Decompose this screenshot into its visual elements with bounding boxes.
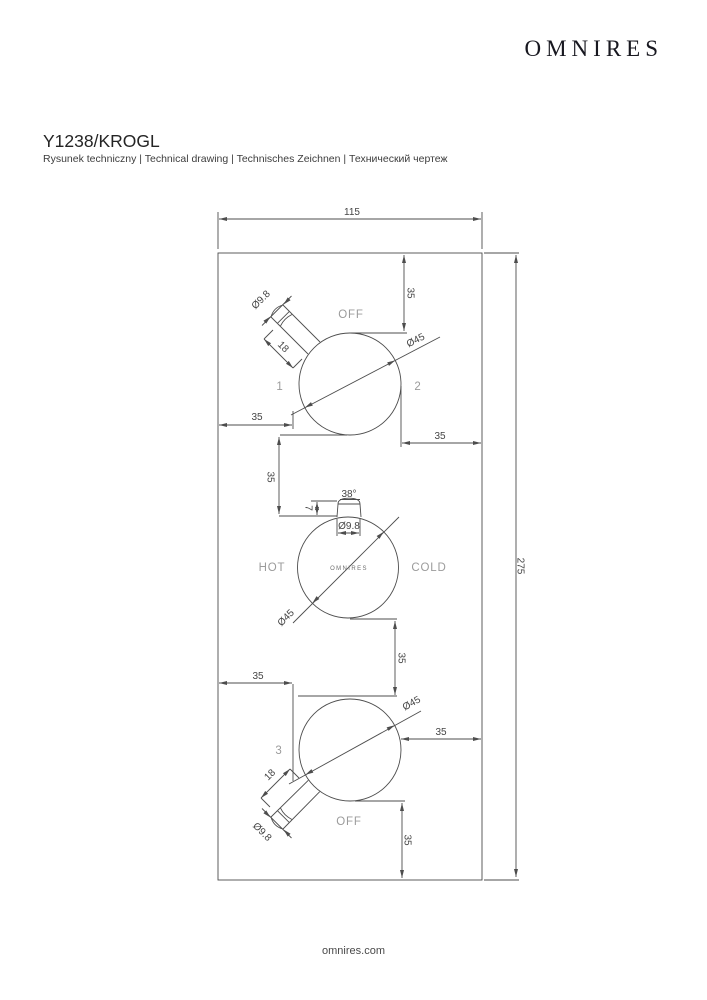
knob3-left-offset-label: 35	[252, 671, 264, 682]
knob3-lever-dia-label: Ø9.8	[250, 820, 274, 844]
dim-knob3-bottom-offset	[355, 801, 413, 878]
dim-115-label: 115	[344, 207, 360, 218]
knob1-left-offset-label: 35	[251, 412, 263, 423]
knob1-lever-len-label: 18	[274, 339, 291, 356]
knob1-top-offset-dim	[351, 255, 416, 333]
knob1-pos1-label: 1	[276, 381, 284, 393]
dim-overall-width	[218, 207, 482, 249]
knob2-cap-diameter-dim	[337, 519, 360, 536]
knob2-cold-label: COLD	[411, 562, 447, 574]
dim-knob2-knob3-gap	[298, 619, 407, 696]
knob3-left-offset-dim	[219, 671, 293, 784]
knob1-diameter-dim	[291, 331, 440, 415]
knob1-off-label: OFF	[338, 309, 364, 321]
knob2-cap-height-dim	[279, 501, 337, 516]
cap-dia-label: Ø9.8	[338, 521, 360, 532]
knob3-lever	[271, 780, 320, 829]
knob3-right-offset-label: 35	[435, 727, 447, 738]
knob1-top-offset-label: 35	[404, 287, 416, 299]
knob3-bottom-offset-label: 35	[401, 834, 413, 846]
knob2-hot-label: HOT	[258, 562, 286, 574]
gap12-label: 35	[264, 471, 276, 483]
knob1-lever-length-dim	[264, 330, 302, 368]
knob1-left-offset-dim	[219, 411, 293, 429]
knob3-right-offset-dim	[401, 727, 481, 739]
knob-3	[219, 671, 481, 844]
product-code-title: Y1238/KROGL	[43, 131, 160, 151]
website-footer: omnires.com	[322, 945, 385, 957]
knob1-right-offset-dim	[401, 386, 481, 447]
knob-1	[219, 255, 481, 447]
knob-2	[259, 489, 447, 629]
knob3-off-label: OFF	[336, 816, 362, 828]
knob2-dia-label: Ø45	[275, 607, 297, 629]
gap23-label: 35	[395, 652, 407, 664]
knob2-cap	[337, 498, 361, 517]
knob3-lever-len-label: 18	[262, 767, 279, 784]
knob2-brand-label: OMNIRES	[330, 566, 368, 572]
dim-275-label: 275	[514, 557, 526, 575]
knob2-cap-angle-dim	[340, 489, 360, 500]
knob1-dia-label: Ø45	[404, 331, 427, 351]
knob3-pos3-label: 3	[275, 745, 283, 757]
cap-angle-label: 38°	[341, 489, 357, 500]
knob1-right-offset-label: 35	[434, 431, 446, 442]
drawing-subtitle: Rysunek techniczny | Technical drawing | Technisches Zeichnen | Технический чертеж	[43, 153, 448, 165]
brand-logo: OMNIRES	[524, 36, 663, 61]
knob3-dia-label: Ø45	[400, 694, 423, 714]
knob1-pos2-label: 2	[414, 381, 422, 393]
dim-overall-height	[484, 253, 526, 880]
dim-knob1-knob2-gap	[265, 435, 348, 514]
knob1-lever-dia-label: Ø9.8	[249, 288, 273, 312]
cap-height-label: 7	[302, 505, 314, 511]
